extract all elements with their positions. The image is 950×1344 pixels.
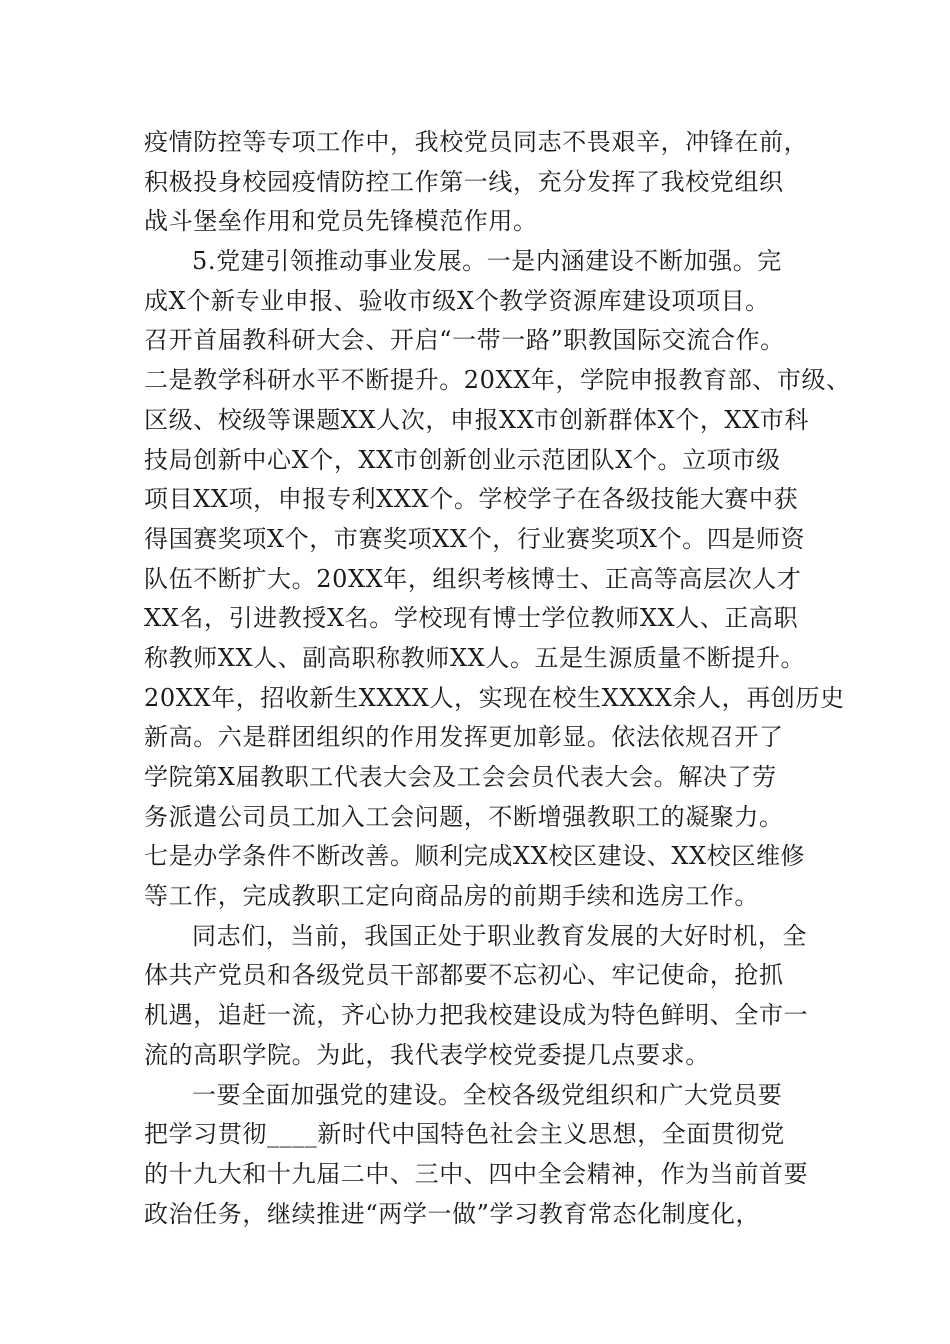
text-line: 战斗堡垒作用和党员先锋模范作用。 xyxy=(144,207,538,236)
text-line: 召开首届教科研大会、开启“一带一路”职教国际交流合作。 xyxy=(144,326,785,355)
text-line: 流的高职学院。为此，我代表学校党委提几点要求。 xyxy=(144,1040,710,1069)
text-line: 区级、校级等课题XX人次，申报XX市创新群体X个，XX市科 xyxy=(144,405,809,434)
text-line: 务派遣公司员工加入工会问题，不断增强教职工的凝聚力。 xyxy=(144,802,784,831)
text-line: 的十九大和十九届二中、三中、四中全会精神，作为当前首要 xyxy=(144,1159,809,1188)
paragraph-first-line: 同志们，当前，我国正处于职业教育发展的大好时机，全 xyxy=(192,921,807,950)
body-text xyxy=(144,123,851,1234)
text-line: 技局创新中心X个，XX市创新创业示范团队X个。立项市级 xyxy=(144,445,781,474)
text-line: 20XX年，招收新生XXXX人，实现在校生XXXX余人，再创历史 xyxy=(144,683,845,712)
text-line: 学院第X届教职工代表大会及工会会员代表大会。解决了劳 xyxy=(144,763,777,791)
text-line: 政治任务，继续推进“两学一做”学习教育常态化制度化， xyxy=(144,1199,761,1228)
text-line: 称教师XX人、副高职称教师XX人。五是生源质量不断提升。 xyxy=(144,643,806,672)
text-line: 队伍不断扩大。20XX年，组织考核博士、正高等高层次人才 xyxy=(144,564,802,593)
text-line: 七是办学条件不断改善。顺利完成XX校区建设、XX校区维修 xyxy=(144,842,806,871)
text-line: 二是教学科研水平不断提升。20XX年，学院申报教育部、市级、 xyxy=(144,366,851,395)
text-line: 把学习贯彻____新时代中国特色社会主义思想，全面贯彻党 xyxy=(144,1120,785,1149)
text-line: 机遇，追赶一流，齐心协力把我校建设成为特色鲜明、全市一 xyxy=(144,1001,809,1030)
text-line: 新高。六是群团组织的作用发挥更加彰显。依法依规召开了 xyxy=(144,723,784,752)
paragraph-first-line: 一要全面加强党的建设。全校各级党组织和广大党员要 xyxy=(192,1080,783,1109)
text-line: 项目XX项，申报专利XXX个。学校学子在各级技能大赛中获 xyxy=(144,485,799,514)
text-line: 积极投身校园疫情防控工作第一线，充分发挥了我校党组织 xyxy=(144,167,784,196)
paragraph-first-line: 5.党建引领推动事业发展。一是内涵建设不断加强。完 xyxy=(192,247,782,276)
text-line: 等工作，完成教职工定向商品房的前期手续和选房工作。 xyxy=(144,882,759,911)
text-line: 成X个新专业申报、验收市级X个教学资源库建设项项目。 xyxy=(144,286,770,315)
text-line: XX名，引进教授X名。学校现有博士学位教师XX人、正高职 xyxy=(144,604,799,633)
text-line: 疫情防控等专项工作中，我校党员同志不畏艰辛，冲锋在前， xyxy=(144,128,809,156)
text-line: 体共产党员和各级党员干部都要不忘初心、牢记使命，抢抓 xyxy=(144,961,784,990)
text-line: 得国赛奖项X个，市赛奖项XX个，行业赛奖项X个。四是师资 xyxy=(144,524,806,553)
